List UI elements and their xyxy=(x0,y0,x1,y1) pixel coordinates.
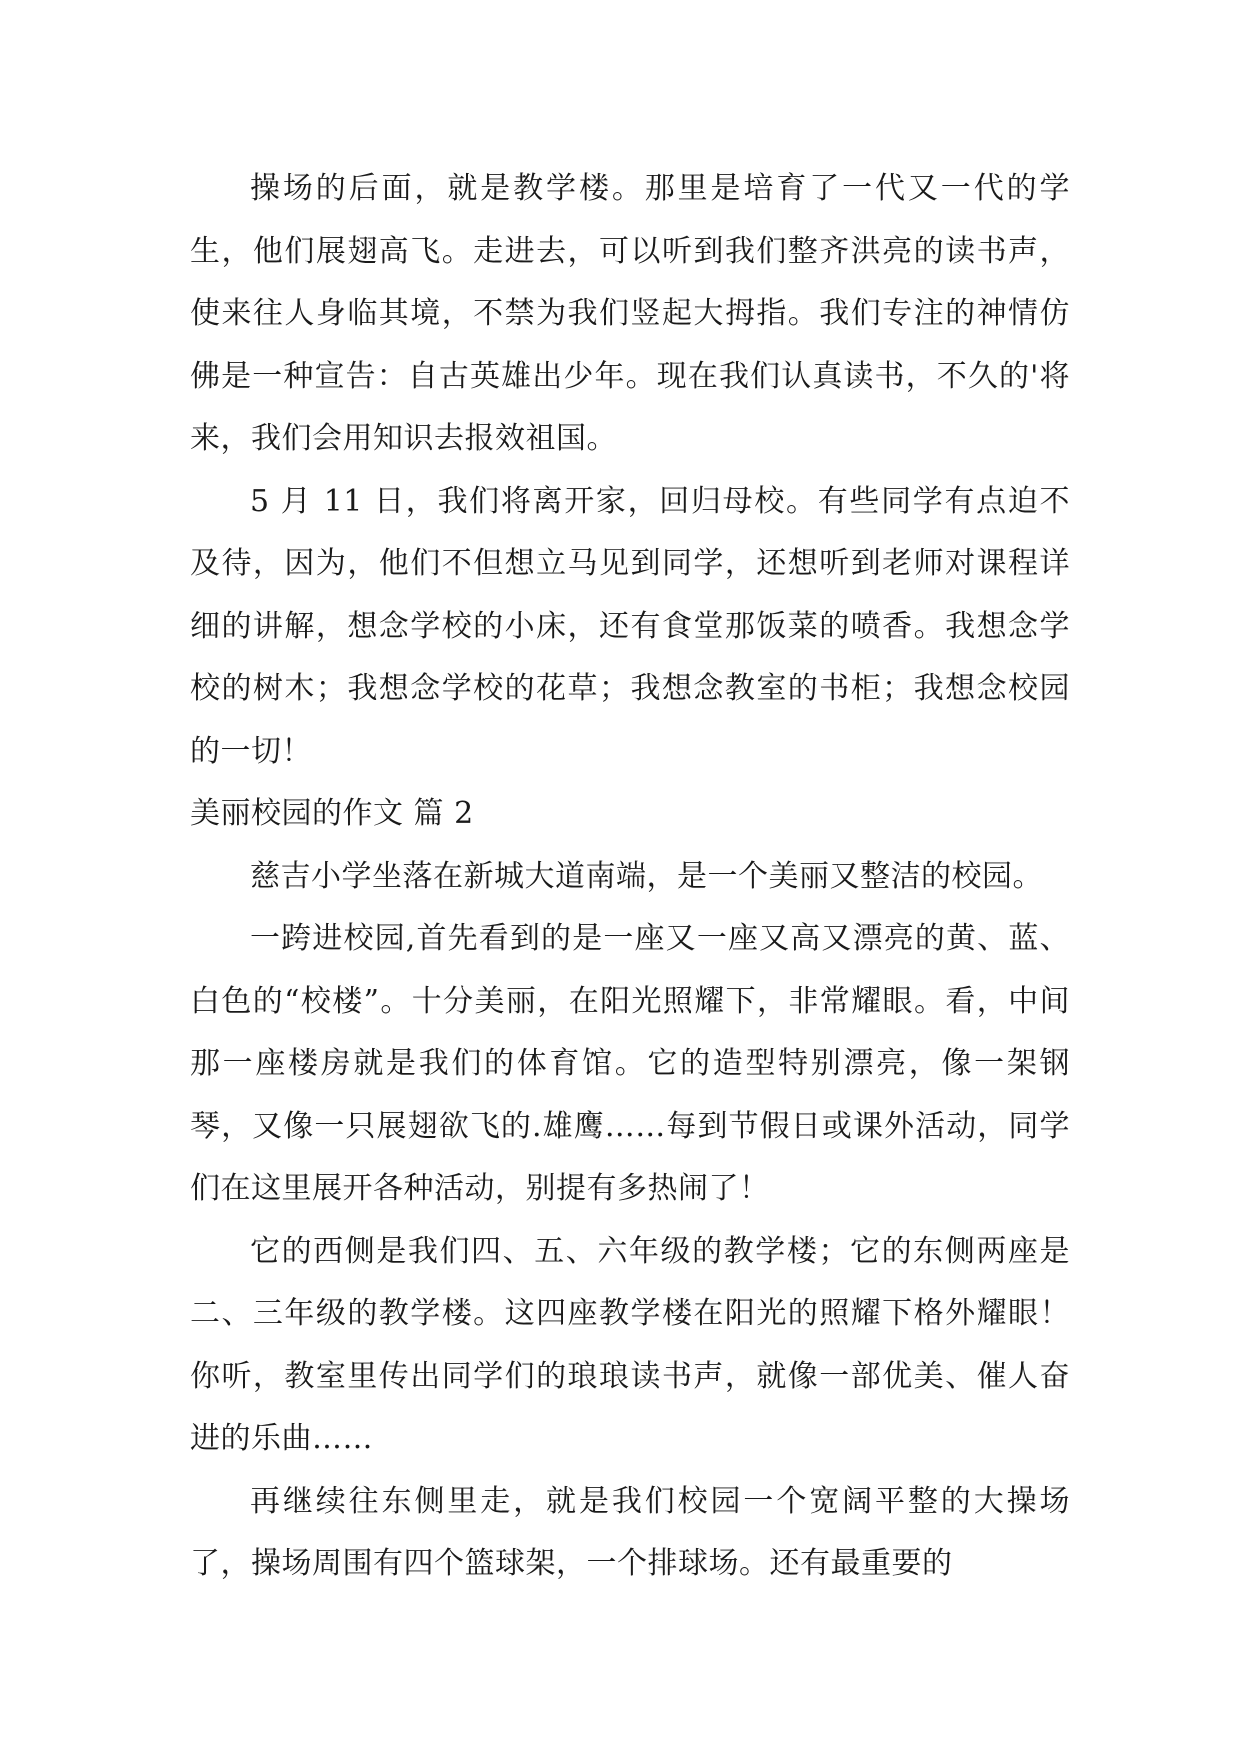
paragraph: 操场的后面，就是教学楼。那里是培育了一代又一代的学生，他们展翅高飞。走进去，可以听到我们整齐洪亮的读书声，使来往人身临其境，不禁为我们竖起大拇指。我们专注的神情仿佛是一种宣告：自古英雄出少年。现在我们认真读书，不久的'将来，我们会用知识去报效祖国。 xyxy=(190,171,1070,456)
paragraph: 5 月 11 日，我们将离开家，回归母校。有些同学有点迫不及待，因为，他们不但想立马见到同学，还想听到老师对课程详细的讲解，想念学校的小床，还有食堂那饭菜的喷香。我想念学校的树木；我想念学校的花草；我想念教室的书柜；我想念校园的一切！ xyxy=(190,483,1070,769)
paragraph: 它的西侧是我们四、五、六年级的教学楼；它的东侧两座是二、三年级的教学楼。这四座教学楼在阳光的照耀下格外耀眼！你听，教室里传出同学们的琅琅读书声，就像一部优美、催人奋进的乐曲…… xyxy=(190,1233,1070,1456)
document-body xyxy=(190,158,1070,1596)
paragraph: 一跨进校园,首先看到的是一座又一座又高又漂亮的黄、蓝、白色的“校楼”。十分美丽，在阳光照耀下，非常耀眼。看，中间那一座楼房就是我们的体育馆。它的造型特别漂亮，像一架钢琴，又像一只展翅欲飞的.雄鹰……每到节假日或课外活动，同学们在这里展开各种活动，别提有多热闹了！ xyxy=(190,921,1070,1206)
section-heading: 美丽校园的作文 篇 2 xyxy=(190,796,474,831)
paragraph: 慈吉小学坐落在新城大道南端，是一个美丽又整洁的校园。 xyxy=(250,858,1043,894)
paragraph: 再继续往东侧里走，就是我们校园一个宽阔平整的大操场了，操场周围有四个篮球架，一个排球场。还有最重要的 xyxy=(190,1483,1070,1581)
